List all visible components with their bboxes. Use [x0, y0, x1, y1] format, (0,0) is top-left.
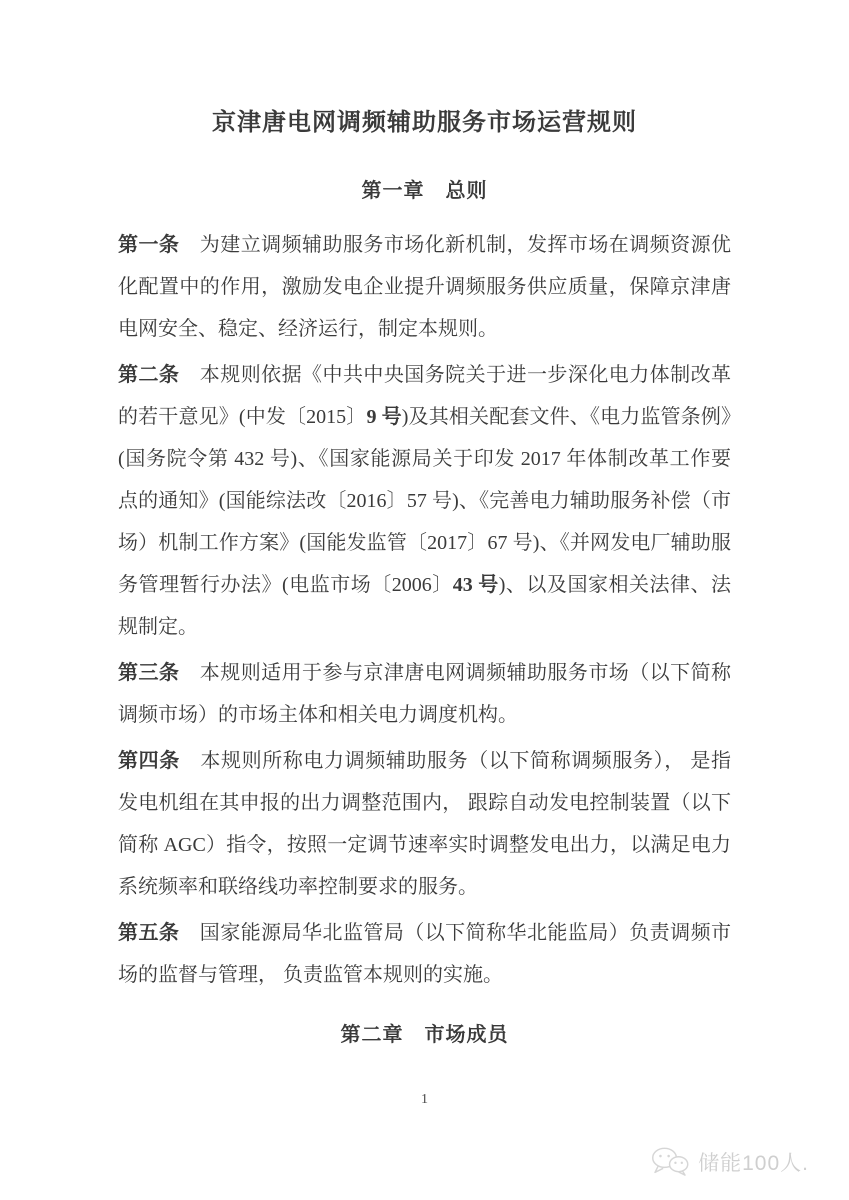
- chapter-heading: [118, 176, 731, 206]
- article-number: 第二条: [118, 364, 180, 386]
- article-number: 9 号: [366, 406, 402, 428]
- article-text: 国家能源局华北监管局（以下简称华北能监局）负责调频市场的监督与管理， 负责监管本规则的实施。: [118, 922, 732, 986]
- page-number: 1: [421, 1092, 428, 1107]
- watermark-text: 储能100人.: [698, 1151, 809, 1175]
- document-title: 京津唐电网调频辅助服务市场运营规则: [212, 110, 637, 136]
- article-text: 本规则适用于参与京津唐电网调频辅助服务市场（以下简称调频市场）的市场主体和相关电力调度机构。: [118, 662, 732, 726]
- document-body: [118, 176, 731, 1050]
- article-number: 第四条: [118, 750, 180, 772]
- article-number: 第二章 市场成员: [340, 1024, 509, 1046]
- article-paragraph: [118, 224, 731, 350]
- article-text: 本规则所称电力调频辅助服务（以下简称调频服务）， 是指发电机组在其申报的出力调整范围内， 跟踪自动发电控制装置（以下简称 AGC）指令，按照一定调节速率实时调整发电出力，以满足电力系统频率和联络线功率控制要求的服务。: [118, 750, 732, 898]
- article-text: 为建立调频辅助服务市场化新机制，发挥市场在调频资源优化配置中的作用，激励发电企业提升调频服务供应质量，保障京津唐电网安全、稳定、经济运行，制定本规则。: [118, 234, 732, 340]
- article-number: 第一章 总则: [361, 180, 488, 202]
- article-paragraph: [118, 912, 731, 996]
- wechat-icon: [650, 1146, 690, 1177]
- article-text: 本规则依据《中共中央国务院关于进一步深化电力体制改革的若干意见》(中发〔2015〕: [118, 364, 732, 428]
- article-text: )、以及国家相关法律、法规制定。: [118, 574, 731, 638]
- article-number: 第三条: [118, 662, 180, 684]
- article-text: )及其相关配套文件、《电力监管条例》(国务院令第 432 号)、《国家能源局关于印发 2017 年体制改革工作要点的通知》(国能综法改〔2016〕57 号)、《完善电力辅助服务补偿（市场）机制工作方案》(国能发监管〔2017〕67 号)、《并网发电厂辅助服务管理暂行办法》(电监市场〔2006〕: [118, 406, 731, 596]
- article-number: 第五条: [118, 922, 180, 944]
- watermark: [650, 1146, 809, 1177]
- article-number: 43 号: [452, 574, 499, 596]
- chapter-heading: [118, 1020, 731, 1050]
- article-paragraph: [118, 354, 731, 648]
- article-paragraph: [118, 652, 731, 736]
- article-number: 第一条: [118, 234, 180, 256]
- article-paragraph: [118, 740, 731, 908]
